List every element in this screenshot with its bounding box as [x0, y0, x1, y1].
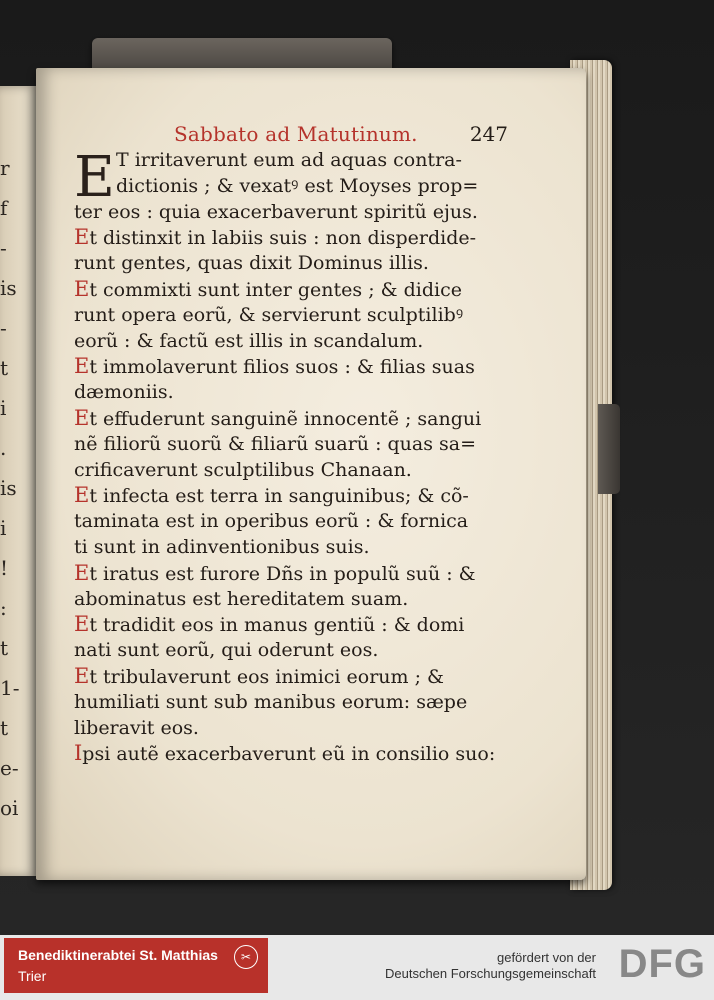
line-text: psi autẽ exacerbaverunt eũ in consilio suo: [82, 743, 496, 766]
left-page-fragment: t [0, 636, 9, 660]
funding-line-2: Deutschen Forschungsgemeinschaft [384, 966, 596, 981]
line-text: t effuderunt sanguinẽ innocentẽ ; sangui [89, 407, 482, 430]
text-line [74, 741, 514, 767]
institution-banner[interactable] [4, 938, 268, 993]
text-line [74, 303, 514, 329]
left-page-fragment: is [0, 476, 17, 500]
text-line [74, 174, 514, 200]
line-text: T irritaverunt eum ad aquas contra- [116, 149, 462, 171]
text-line [74, 716, 514, 742]
rubric-initial: E [74, 354, 90, 379]
line-text: ti sunt in adinventionibus suis. [74, 535, 370, 558]
text-line [74, 225, 514, 251]
rubric-initial: E [74, 560, 90, 585]
text-line [74, 380, 514, 406]
dfg-logo[interactable]: DFG [618, 942, 706, 986]
line-text: t tradidit eos in manus gentiũ : & domi [89, 614, 465, 637]
line-text: eorũ : & factũ est illis in scandalum. [74, 329, 424, 352]
text-line [74, 587, 514, 613]
text-line [74, 509, 514, 535]
left-page-fragment: - [0, 316, 7, 340]
text-line [74, 200, 514, 226]
left-page-fragment: i [0, 516, 7, 540]
text-line [74, 277, 514, 303]
line-text: t iratus est furore Dñs in populũ suũ : & [89, 562, 476, 585]
line-text: t distinxit in labiis suis : non disperdide- [89, 227, 477, 250]
left-page-fragment: t [0, 716, 9, 740]
line-text: abominatus est hereditatem suam. [74, 587, 409, 610]
text-line [74, 664, 514, 690]
text-line [74, 690, 514, 716]
page-text [74, 118, 514, 767]
line-text: runt gentes, quas dixit Dominus illis. [74, 252, 429, 275]
institution-city: Trier [18, 968, 47, 984]
line-text: crificaverunt sculptilibus Chanaan. [74, 458, 412, 481]
running-header [74, 118, 514, 148]
funding-note [385, 950, 596, 982]
text-line [74, 612, 514, 638]
line-text: nati sunt eorũ, qui oderunt eos. [74, 639, 379, 662]
page-number: 247 [469, 122, 508, 146]
rubric-initial: E [74, 483, 90, 508]
page-tab [598, 404, 620, 494]
text-line [74, 251, 514, 277]
rubric-initial: I [74, 741, 83, 766]
left-page-fragment: t [0, 356, 9, 380]
rubric-initial: E [74, 663, 90, 688]
institution-name: Benediktinerabtei St. Matthias [18, 947, 218, 963]
text-line [74, 148, 514, 174]
text-line [74, 535, 514, 561]
rubric-initial: E [74, 612, 90, 637]
text-line [74, 354, 514, 380]
line-text: ter eos : quia exacerbaverunt spiritũ ejus. [74, 200, 478, 223]
text-body [74, 145, 514, 767]
line-text: humiliati sunt sub manibus eorum: sæpe [74, 690, 468, 713]
rubric-initial: E [74, 276, 90, 301]
rubric-initial: E [74, 225, 90, 250]
line-text: nẽ filiorũ suorũ & filiarũ suarũ : quas sa= [74, 432, 477, 455]
left-page-fragment: e- [0, 756, 19, 780]
left-page [0, 86, 36, 876]
text-line [74, 561, 514, 587]
left-page-fragment: i [0, 396, 7, 420]
left-page-fragment: r [0, 156, 10, 180]
line-text: t commixti sunt inter gentes ; & didice [89, 278, 462, 301]
left-page-fragment: oi [0, 796, 19, 820]
text-line [74, 458, 514, 484]
text-line [74, 483, 514, 509]
rubric-initial: E [74, 405, 90, 430]
institution-logo-icon: ✂ [234, 945, 258, 969]
left-page-fragment: f [0, 196, 8, 220]
line-text: taminata est in operibus eorũ : & fornica [74, 510, 469, 533]
left-page-fragment: 1- [0, 676, 20, 700]
left-page-fragment: - [0, 236, 7, 260]
line-text: dictionis ; & vexatꝰ est Moyses prop= [116, 174, 479, 197]
line-text: liberavit eos. [74, 716, 199, 739]
initial-letter: E [74, 145, 115, 210]
left-page-fragment: : [0, 596, 7, 620]
line-text: t immolaverunt filios suos : & filias suas [89, 356, 475, 379]
line-text: dæmoniis. [74, 381, 174, 404]
text-line [74, 432, 514, 458]
line-text: t infecta est terra in sanguinibus; & cõ- [89, 485, 469, 508]
line-text: t tribulaverunt eos inimici eorum ; & [89, 665, 444, 688]
funding-line-1: gefördert von der [496, 950, 596, 965]
header-title: Sabbato ad Matutinum. [174, 122, 418, 146]
text-line [74, 329, 514, 355]
left-page-fragment: is [0, 276, 17, 300]
line-text: runt opera eorũ, & servierunt sculptilibꝰ [74, 303, 464, 326]
left-page-fragment: ! [0, 556, 9, 580]
text-line [74, 406, 514, 432]
left-page-fragment: . [0, 436, 7, 460]
text-line [74, 638, 514, 664]
